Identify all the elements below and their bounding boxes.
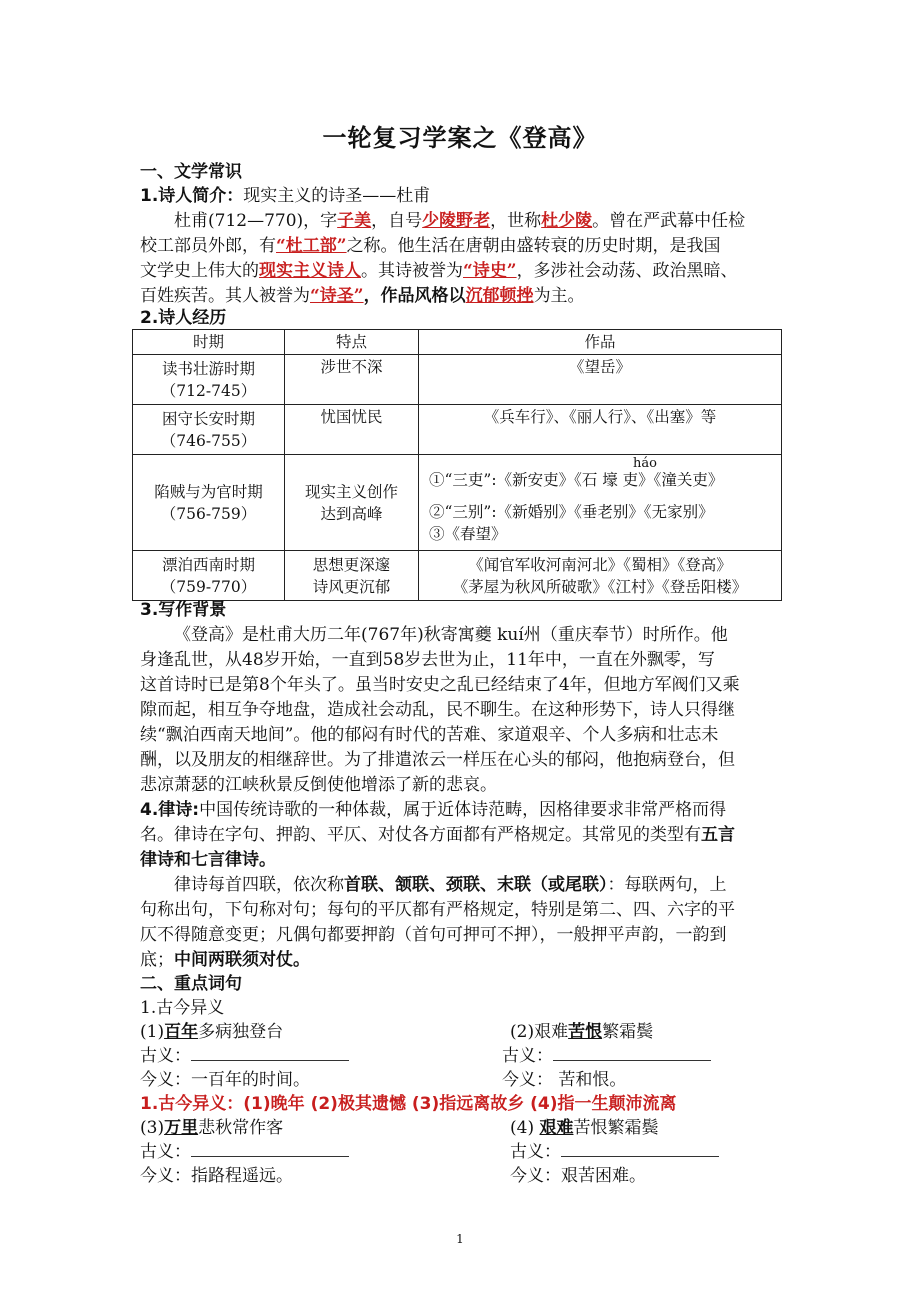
background-line: 悲凉萧瑟的江峡秋景反倒使他增添了新的悲哀。 (140, 775, 497, 795)
page-title: 一轮复习学案之《登高》 (322, 124, 598, 152)
section-1-heading: 一、文学常识 (140, 162, 242, 182)
item-1-jin: 今义：一百年的时间。 (140, 1070, 310, 1090)
item-num: (2)艰难 (510, 1022, 569, 1042)
key-term: 子美 (337, 211, 372, 231)
item-word: 艰难 (539, 1118, 574, 1138)
background-line: 《登高》是杜甫大历二年(767年)秋寄寓夔 kuí州（重庆奉节）时所作。他 (174, 625, 728, 645)
background-heading: 3.写作背景 (140, 600, 227, 620)
item-2-gu (502, 1044, 802, 1068)
key-term: “诗圣” (310, 286, 364, 306)
table-row (133, 355, 782, 405)
trait-text: 涉世不深 (320, 358, 383, 376)
answer-blank[interactable] (191, 1140, 349, 1157)
experience-table (132, 329, 782, 601)
item-3-gu (140, 1140, 460, 1164)
bio-text: 百姓疾苦。其人被誉为 (140, 286, 310, 306)
trait-text: 诗风更沉郁 (312, 577, 391, 596)
section-2-heading: 二、重点词句 (140, 974, 242, 994)
period-name: 陷贼与为官时期 (154, 482, 263, 501)
item-rest: 多病独登台 (198, 1022, 284, 1042)
item-word: 苦恨 (568, 1022, 603, 1042)
item-rest: 悲秋常作客 (198, 1118, 284, 1138)
gu-label: 古义： (140, 1046, 191, 1066)
rule-text: 底； (140, 950, 174, 970)
bio-text: 。曾在严武幕中任检 (592, 211, 746, 231)
period-name: 漂泊西南时期 (161, 555, 255, 574)
item-4-jin: 今义：艰苦困难。 (510, 1166, 646, 1186)
answer-blank[interactable] (553, 1044, 711, 1061)
trait-text: 现实主义创作 (304, 482, 398, 501)
item-2-jin: 今义： 苦和恨。 (502, 1070, 627, 1090)
works-text: 《茅屋为秋风所破歌》《江村》《登岳阳楼》 (452, 577, 748, 596)
lushi-line-1 (140, 798, 780, 822)
item-num: (4) (510, 1118, 540, 1138)
gu-label: 古义： (510, 1142, 561, 1162)
lushi-rule-line-3: 仄不得随意变更；凡偶句都要押韵（首句可押可不押），一般押平声韵，一韵到 (140, 925, 727, 945)
lushi-line-3: 律诗和七言律诗。 (140, 850, 276, 870)
bio-text: 校工部员外郎，有 (140, 236, 276, 256)
sub-heading-gujin: 1.古今异义 (140, 998, 225, 1018)
lushi-rule-line-1 (140, 873, 814, 897)
rule-text: 律诗每首四联，依次称 (174, 875, 344, 895)
trait-text: 思想更深邃 (312, 555, 391, 574)
trait-text: 达到高峰 (320, 504, 383, 523)
gu-label: 古义： (140, 1142, 191, 1162)
lushi-bold: 五言 (701, 825, 735, 845)
period-years: （746-755） (160, 431, 257, 450)
poet-intro-label: 1.诗人简介： (140, 186, 244, 206)
bio-text: ，世称 (490, 211, 542, 231)
item-1-gu (140, 1044, 460, 1068)
lushi-text: 名。律诗在字句、押韵、平仄、对仗各方面都有严格规定。其常见的类型有 (140, 825, 701, 845)
works-text: 《望岳》 (568, 358, 631, 376)
lushi-rule-line-4 (140, 948, 780, 972)
bio-text: ，作品风格以 (363, 286, 466, 306)
item-num: (1) (140, 1022, 165, 1042)
works-cell (419, 551, 782, 601)
works-text: 《闻官军收河南河北》《蜀相》《登高》 (468, 555, 732, 574)
lushi-line-2 (140, 823, 780, 847)
period-name: 读书壮游时期 (161, 359, 255, 378)
period-name: 困守长安时期 (161, 409, 255, 428)
background-line: 身逢乱世，从48岁开始，一直到58岁去世为止，11年中，一直在外飘零，写 (140, 650, 715, 670)
lushi-text: 中国传统诗歌的一种体裁，属于近体诗范畴，因格律要求非常严格而得 (199, 800, 727, 820)
item-3-phrase (140, 1116, 460, 1140)
period-cell (133, 551, 285, 601)
lushi-rule-line-2: 句称出句，下句称对句；每句的平仄都有严格规定，特别是第二、四、六字的平 (140, 900, 735, 920)
bio-text: 杜甫(712—770)，字 (174, 211, 338, 231)
trait-cell (285, 405, 419, 455)
period-cell (133, 355, 285, 405)
page-number: 1 (456, 1232, 464, 1246)
item-word: 万里 (164, 1118, 199, 1138)
item-3-jin: 今义：指路程遥远。 (140, 1166, 293, 1186)
background-line: 这首诗时已是第8个年头了。虽当时安史之乱已经结束了4年，但地方军阀们又乘 (140, 675, 740, 695)
works-text: 《兵车行》、《丽人行》、《出塞》等 (483, 408, 717, 426)
works-text: ①“三吏”:《新安吏》《石 壕 吏》《潼关吏》 (429, 470, 724, 489)
rule-text: ：每联两句，上 (607, 875, 727, 895)
period-cell (133, 455, 285, 551)
bio-line-3 (140, 259, 780, 283)
header-works: 作品 (419, 330, 782, 355)
rule-bold: 首联、颔联、颈联、末联（或尾联） (344, 875, 608, 895)
header-trait: 特点 (285, 330, 419, 355)
poet-intro (140, 184, 780, 208)
bio-text: 之称。他生活在唐朝由盛转衰的历史时期，是我国 (346, 236, 721, 256)
bio-line-2 (140, 234, 780, 258)
item-rest: 繁霜鬓 (602, 1022, 654, 1042)
item-word: 百年 (164, 1022, 199, 1042)
bio-text: 。其诗被誉为 (361, 261, 463, 281)
trait-cell (285, 551, 419, 601)
header-period: 时期 (133, 330, 285, 355)
works-cell (419, 405, 782, 455)
item-4-phrase (510, 1116, 810, 1140)
poet-intro-text: 现实主义的诗圣——杜甫 (243, 186, 431, 206)
item-rest: 苦恨繁霜鬓 (573, 1118, 659, 1138)
bio-text: ，多涉社会动荡、政治黑暗、 (516, 261, 738, 281)
experience-heading: 2.诗人经历 (140, 308, 227, 328)
bio-line-1 (140, 209, 814, 233)
item-2-phrase (510, 1020, 810, 1044)
table-row (133, 405, 782, 455)
lushi-label: 4.律诗: (140, 800, 200, 820)
bio-text: 文学史上伟大的 (140, 261, 259, 281)
key-term: 沉郁顿挫 (465, 286, 534, 306)
works-cell (419, 355, 782, 405)
trait-cell (285, 355, 419, 405)
key-term: 杜少陵 (541, 211, 593, 231)
bio-line-4 (140, 284, 780, 308)
item-4-gu (510, 1140, 810, 1164)
background-line: 续“飘泊西南天地间”。他的郁闷有时代的苦难、家道艰辛、个人多病和壮志未 (140, 725, 719, 745)
works-text: ③《春望》 (429, 524, 507, 543)
bio-text: ，自号 (371, 211, 423, 231)
answer-blank[interactable] (561, 1140, 719, 1157)
item-num: (3) (140, 1118, 165, 1138)
period-years: （759-770） (160, 577, 257, 596)
period-cell (133, 405, 285, 455)
table-row (133, 455, 782, 551)
key-term: “诗史” (463, 261, 517, 281)
rule-bold: 中间两联须对仗。 (174, 950, 310, 970)
gu-label: 古义： (502, 1046, 553, 1066)
table-row (133, 551, 782, 601)
key-term: “杜工部” (276, 236, 347, 256)
works-text: ②“三别”:《新婚别》《垂老别》《无家别》 (429, 502, 714, 521)
period-years: （756-759） (160, 504, 257, 523)
item-1-phrase (140, 1020, 460, 1044)
answer-blank[interactable] (191, 1044, 349, 1061)
answer-key: 1.古今异义：(1)晚年 (2)极其遗憾 (3)指远离故乡 (4)指一生颠沛流离 (140, 1094, 677, 1114)
key-term: 现实主义诗人 (259, 261, 361, 281)
trait-cell (285, 455, 419, 551)
key-term: 少陵野老 (422, 211, 491, 231)
table-header-row (133, 330, 782, 355)
bio-text: 为主。 (533, 286, 585, 306)
background-line: 隙而起，相互争夺地盘，造成社会动乱，民不聊生。在这种形势下，诗人只得继 (140, 700, 735, 720)
period-years: （712-745） (160, 381, 257, 400)
pinyin-annotation: háo (633, 456, 657, 471)
background-line: 酬，以及朋友的相继辞世。为了排遣浓云一样压在心头的郁闷，他抱病登台，但 (140, 750, 735, 770)
works-cell (419, 455, 782, 551)
trait-text: 忧国忧民 (320, 408, 383, 426)
